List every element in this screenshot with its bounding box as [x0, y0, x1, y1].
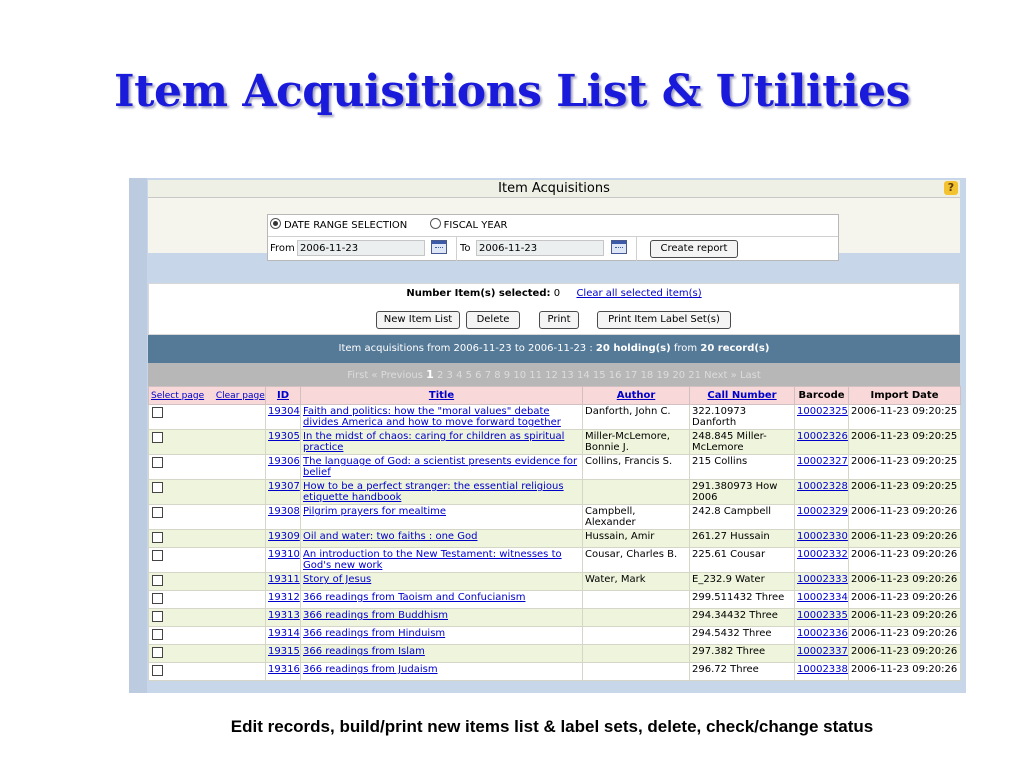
author-cell	[583, 530, 690, 548]
barcode-cell	[795, 609, 849, 627]
table-row	[149, 573, 961, 591]
select-cell	[149, 530, 266, 548]
table-row	[149, 430, 961, 455]
select-cell	[149, 573, 266, 591]
import-date-cell	[849, 505, 961, 530]
table-row	[149, 591, 961, 609]
author-cell	[583, 455, 690, 480]
barcode-cell	[795, 548, 849, 573]
id-cell	[266, 430, 301, 455]
import-date-cell	[849, 609, 961, 627]
title-cell	[301, 548, 583, 573]
import-date-cell	[849, 455, 961, 480]
title-text[interactable]: 366 readings from Judaism	[303, 664, 438, 675]
pager-current-page: 1	[426, 368, 434, 381]
select-cell	[149, 455, 266, 480]
barcode-text[interactable]: 10002326	[797, 431, 848, 442]
date-range-form	[267, 214, 839, 261]
print-button[interactable]: Print	[539, 311, 579, 329]
date-range-radio[interactable]	[270, 218, 281, 229]
author-cell	[583, 430, 690, 455]
title-cell	[301, 591, 583, 609]
delete-button[interactable]: Delete	[466, 311, 520, 329]
slide-caption: Edit records, build/print new items list & label sets, delete, check/change status	[230, 717, 874, 736]
select-cell	[149, 663, 266, 681]
barcode-cell	[795, 591, 849, 609]
call-number-column-header[interactable]	[690, 387, 795, 405]
barcode-cell	[795, 627, 849, 645]
author-text: Campbell, Alexander	[585, 506, 636, 528]
id-cell	[266, 645, 301, 663]
call-number-text: 215 Collins	[692, 456, 748, 467]
title-column-header[interactable]	[301, 387, 583, 405]
barcode-text[interactable]: 10002334	[797, 592, 848, 603]
select-cell	[149, 505, 266, 530]
barcode-text[interactable]: 10002325	[797, 406, 848, 417]
table-row	[149, 505, 961, 530]
row-checkbox[interactable]	[152, 647, 163, 658]
select-cell	[149, 645, 266, 663]
id-cell	[266, 609, 301, 627]
select-cell	[149, 480, 266, 505]
call-number-cell	[690, 505, 795, 530]
from-label: From	[270, 243, 295, 254]
date-range-radio-label: DATE RANGE SELECTION	[284, 220, 408, 231]
author-cell	[583, 591, 690, 609]
id-cell	[266, 455, 301, 480]
author-cell	[583, 480, 690, 505]
title-text[interactable]: 366 readings from Islam	[303, 646, 425, 657]
author-column-header[interactable]	[583, 387, 690, 405]
call-number-text: 294.34432 Three	[692, 610, 778, 621]
id-cell	[266, 573, 301, 591]
title-cell	[301, 573, 583, 591]
id-text[interactable]: 19315	[268, 646, 300, 657]
call-number-text: 297.382 Three	[692, 646, 766, 657]
id-text[interactable]: 19316	[268, 664, 300, 675]
barcode-text[interactable]: 10002335	[797, 610, 848, 621]
title-cell	[301, 530, 583, 548]
summary-prefix: Item acquisitions from 2006-11-23 to 2006-11-23 :	[338, 343, 593, 354]
author-cell	[583, 609, 690, 627]
author-cell	[583, 548, 690, 573]
import-date-cell	[849, 480, 961, 505]
import-date-cell	[849, 645, 961, 663]
call-number-cell	[690, 455, 795, 480]
title-cell	[301, 609, 583, 627]
call-number-cell	[690, 663, 795, 681]
slide-title: Item Acquisitions List & Utilities	[114, 66, 910, 117]
author-cell	[583, 663, 690, 681]
select-cell	[149, 405, 266, 430]
call-number-cell	[690, 573, 795, 591]
import-date-cell	[849, 627, 961, 645]
barcode-cell	[795, 505, 849, 530]
to-date-field[interactable]: 2006-11-23	[476, 240, 604, 256]
call-number-text: 261.27 Hussain	[692, 531, 770, 542]
table-row	[149, 645, 961, 663]
fiscal-year-radio-label: FISCAL YEAR	[443, 220, 508, 231]
title-text[interactable]: 366 readings from Buddhism	[303, 610, 449, 621]
id-cell	[266, 591, 301, 609]
title-text[interactable]: Pilgrim prayers for mealtime	[303, 506, 447, 517]
import-date-text: 2006-11-23 09:20:26	[851, 549, 958, 560]
row-checkbox[interactable]	[152, 665, 163, 676]
to-calendar-icon[interactable]	[611, 240, 627, 254]
id-text[interactable]: 19313	[268, 610, 300, 621]
row-checkbox[interactable]	[152, 407, 163, 418]
import-date-cell	[849, 405, 961, 430]
author-text: Cousar, Charles B.	[585, 549, 678, 560]
title-text[interactable]: 366 readings from Hinduism	[303, 628, 446, 639]
import-date-text: 2006-11-23 09:20:26	[851, 628, 958, 639]
import-date-text: 2006-11-23 09:20:26	[851, 506, 958, 517]
app-screenshot	[129, 178, 966, 693]
author-cell	[583, 645, 690, 663]
call-number-text: 291.380973 How 2006	[692, 481, 778, 503]
id-text[interactable]: 19305	[268, 431, 300, 442]
row-checkbox[interactable]	[152, 457, 163, 468]
table-row	[149, 405, 961, 430]
help-icon[interactable]: ?	[944, 181, 958, 195]
create-report-button[interactable]: Create report	[650, 240, 738, 258]
from-calendar-icon[interactable]	[431, 240, 447, 254]
select-cell	[149, 548, 266, 573]
barcode-text[interactable]: 10002336	[797, 628, 848, 639]
barcode-cell	[795, 645, 849, 663]
id-text[interactable]: 19314	[268, 628, 300, 639]
to-label: To	[460, 243, 471, 254]
title-text[interactable]: Oil and water: two faiths : one God	[303, 531, 478, 542]
id-cell	[266, 505, 301, 530]
import-date-text: 2006-11-23 09:20:26	[851, 574, 958, 585]
title-cell	[301, 430, 583, 455]
barcode-cell	[795, 455, 849, 480]
select-controls-header	[149, 387, 266, 405]
call-number-text: 294.5432 Three	[692, 628, 772, 639]
panel-title: Item Acquisitions	[498, 181, 610, 196]
summary-from: from	[673, 343, 698, 354]
call-number-text: 322.10973 Danforth	[692, 406, 747, 428]
import-date-cell	[849, 430, 961, 455]
import-date-cell	[849, 573, 961, 591]
call-number-text: 248.845 Miller-McLemore	[692, 431, 767, 453]
author-cell	[583, 627, 690, 645]
pager-prev-links[interactable]: First « Previous	[347, 370, 423, 381]
barcode-cell	[795, 430, 849, 455]
new-item-list-button[interactable]: New Item List	[376, 311, 460, 329]
id-text[interactable]: 19304	[268, 406, 300, 417]
call-number-cell	[690, 645, 795, 663]
from-date-field[interactable]: 2006-11-23	[297, 240, 425, 256]
title-cell	[301, 663, 583, 681]
barcode-text[interactable]: 10002329	[797, 506, 848, 517]
author-cell	[583, 573, 690, 591]
row-checkbox[interactable]	[152, 432, 163, 443]
range-type-radios	[270, 218, 507, 232]
import-date-cell	[849, 591, 961, 609]
title-text[interactable]: 366 readings from Taoism and Confucianism	[303, 592, 526, 603]
row-checkbox[interactable]	[152, 550, 163, 561]
title-cell	[301, 480, 583, 505]
import-date-cell	[849, 548, 961, 573]
barcode-cell	[795, 405, 849, 430]
title-cell	[301, 645, 583, 663]
id-column-header[interactable]	[266, 387, 301, 405]
title-text[interactable]: Story of Jesus	[303, 574, 372, 585]
selected-count-label: Number Item(s) selected:	[406, 288, 551, 299]
call-number-sort-link[interactable]: Call Number	[707, 390, 777, 401]
call-number-text: E_232.9 Water	[692, 574, 765, 585]
select-cell	[149, 591, 266, 609]
holdings-count: 20 holding(s)	[595, 343, 671, 354]
clear-all-selected-link[interactable]: Clear all selected item(s)	[576, 288, 702, 299]
import-date-text: 2006-11-23 09:20:25	[851, 456, 958, 467]
barcode-column-header: Barcode	[795, 387, 849, 405]
pagination	[148, 363, 960, 386]
import-date-text: 2006-11-23 09:20:26	[851, 610, 958, 621]
import-date-cell	[849, 663, 961, 681]
id-cell	[266, 548, 301, 573]
divider	[636, 237, 637, 261]
row-checkbox[interactable]	[152, 482, 163, 493]
call-number-text: 296.72 Three	[692, 664, 759, 675]
select-cell	[149, 609, 266, 627]
import-date-text: 2006-11-23 09:20:25	[851, 406, 958, 417]
import-date-text: 2006-11-23 09:20:26	[851, 592, 958, 603]
barcode-text[interactable]: 10002338	[797, 664, 848, 675]
author-cell	[583, 505, 690, 530]
report-criteria-panel	[148, 198, 960, 253]
title-cell	[301, 627, 583, 645]
id-cell	[266, 480, 301, 505]
author-text: Hussain, Amir	[585, 531, 655, 542]
id-text[interactable]: 19310	[268, 549, 300, 560]
acquisitions-table	[148, 386, 961, 681]
print-label-sets-button[interactable]: Print Item Label Set(s)	[597, 311, 731, 329]
import-date-text: 2006-11-23 09:20:25	[851, 431, 958, 442]
select-page-link[interactable]: Select page	[151, 390, 205, 401]
barcode-cell	[795, 663, 849, 681]
id-text[interactable]: 19306	[268, 456, 300, 467]
title-cell	[301, 405, 583, 430]
table-header-row	[149, 387, 961, 405]
row-checkbox[interactable]	[152, 611, 163, 622]
id-text[interactable]: 19309	[268, 531, 300, 542]
title-sort-link[interactable]: Title	[428, 390, 455, 401]
row-checkbox[interactable]	[152, 593, 163, 604]
call-number-cell	[690, 530, 795, 548]
call-number-cell	[690, 405, 795, 430]
title-text[interactable]: An introduction to the New Testament: witnesses to God's new work	[303, 549, 562, 571]
table-row	[149, 530, 961, 548]
table-row	[149, 627, 961, 645]
call-number-cell	[690, 627, 795, 645]
title-text[interactable]: In the midst of chaos: caring for children as spiritual practice	[303, 431, 565, 453]
barcode-text[interactable]: 10002337	[797, 646, 848, 657]
divider	[456, 237, 457, 261]
table-row	[149, 480, 961, 505]
barcode-text[interactable]: 10002332	[797, 549, 848, 560]
barcode-text[interactable]: 10002330	[797, 531, 848, 542]
id-cell	[266, 530, 301, 548]
call-number-cell	[690, 480, 795, 505]
call-number-text: 242.8 Campbell	[692, 506, 772, 517]
fiscal-year-radio[interactable]	[430, 218, 441, 229]
import-date-text: 2006-11-23 09:20:26	[851, 646, 958, 657]
id-text[interactable]: 19311	[268, 574, 300, 585]
import-date-cell	[849, 530, 961, 548]
call-number-cell	[690, 609, 795, 627]
pager-page-links[interactable]: 2 3 4 5 6 7 8 9 10 11 12 13 14 15 16 17 18 19 20 21 Next » Last	[437, 370, 761, 381]
call-number-text: 299.511432 Three	[692, 592, 785, 603]
table-row	[149, 548, 961, 573]
clear-page-link[interactable]: Clear page	[215, 390, 265, 401]
title-cell	[301, 505, 583, 530]
row-checkbox[interactable]	[152, 532, 163, 543]
barcode-text[interactable]: 10002327	[797, 456, 848, 467]
author-text: Miller-McLemore, Bonnie J.	[585, 431, 670, 453]
call-number-cell	[690, 548, 795, 573]
left-border	[129, 178, 147, 693]
id-text[interactable]: 19308	[268, 506, 300, 517]
id-text[interactable]: 19312	[268, 592, 300, 603]
author-cell	[583, 405, 690, 430]
import-date-text: 2006-11-23 09:20:26	[851, 531, 958, 542]
records-count: 20 record(s)	[700, 343, 770, 354]
date-inputs-row	[268, 236, 838, 261]
author-sort-link[interactable]: Author	[616, 390, 656, 401]
author-text: Danforth, John C.	[585, 406, 671, 417]
title-text[interactable]: The language of God: a scientist presents evidence for belief	[303, 456, 578, 478]
title-cell	[301, 455, 583, 480]
id-cell	[266, 663, 301, 681]
title-text[interactable]: How to be a perfect stranger: the essential religious etiquette handbook	[303, 481, 564, 503]
title-text[interactable]: Faith and politics: how the "moral values" debate divides America and how to move forward together	[303, 406, 561, 428]
barcode-cell	[795, 573, 849, 591]
table-row	[149, 609, 961, 627]
call-number-text: 225.61 Cousar	[692, 549, 766, 560]
author-text: Collins, Francis S.	[585, 456, 673, 467]
select-cell	[149, 627, 266, 645]
import-date-column-header: Import Date	[849, 387, 961, 405]
id-text[interactable]: 19307	[268, 481, 300, 492]
results-summary	[148, 335, 960, 363]
id-sort-link[interactable]: ID	[276, 390, 290, 401]
barcode-text[interactable]: 10002328	[797, 481, 848, 492]
row-checkbox[interactable]	[152, 507, 163, 518]
row-checkbox[interactable]	[152, 575, 163, 586]
author-text: Water, Mark	[585, 574, 646, 585]
id-cell	[266, 627, 301, 645]
selected-count: 0	[553, 288, 561, 299]
barcode-cell	[795, 480, 849, 505]
call-number-cell	[690, 591, 795, 609]
import-date-text: 2006-11-23 09:20:26	[851, 664, 958, 675]
table-body	[149, 405, 961, 681]
row-checkbox[interactable]	[152, 629, 163, 640]
barcode-text[interactable]: 10002333	[797, 574, 848, 585]
table-row	[149, 663, 961, 681]
select-cell	[149, 430, 266, 455]
barcode-cell	[795, 530, 849, 548]
import-date-text: 2006-11-23 09:20:25	[851, 481, 958, 492]
item-actions-panel	[148, 283, 960, 335]
call-number-cell	[690, 430, 795, 455]
selection-status	[149, 288, 959, 299]
id-cell	[266, 405, 301, 430]
table-row	[149, 455, 961, 480]
panel-titlebar	[148, 180, 960, 198]
